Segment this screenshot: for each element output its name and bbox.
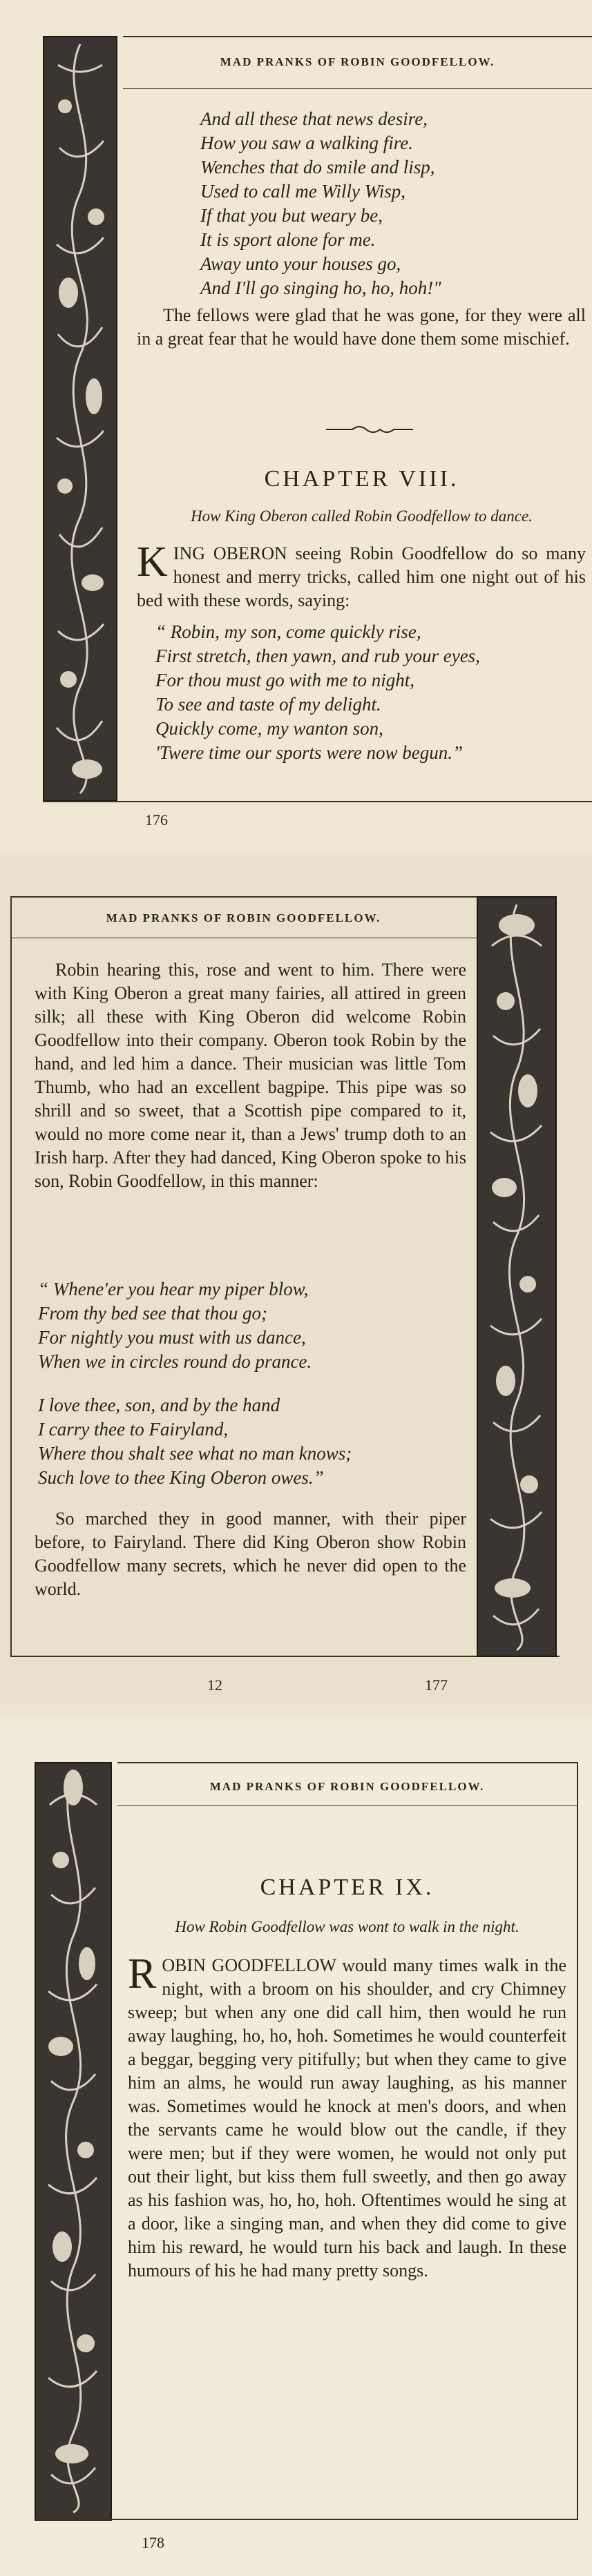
verse-line: When we in circles round do prance. bbox=[38, 1351, 312, 1372]
verse-line: If that you but weary be, bbox=[200, 205, 383, 226]
chapter-title: CHAPTER IX. bbox=[260, 1875, 435, 1900]
chapter-opening bbox=[128, 1950, 566, 2283]
rule-top bbox=[117, 1762, 577, 1763]
page-number: 176 bbox=[145, 811, 168, 829]
rule-under-head bbox=[117, 1805, 577, 1806]
running-head: MAD PRANKS OF ROBIN GOODFELLOW. bbox=[209, 1780, 485, 1793]
verse-line: “ Whene'er you hear my piper blow, bbox=[38, 1279, 309, 1299]
verse-line: How you saw a walking fire. bbox=[200, 133, 413, 153]
verse-line: “ Robin, my son, come quickly rise, bbox=[155, 621, 421, 642]
verse-stanza bbox=[38, 1277, 466, 1374]
verse-line: For nightly you must with us dance, bbox=[38, 1327, 306, 1348]
verse-line: I love thee, son, and by the hand bbox=[38, 1395, 280, 1415]
swash-ornament-icon bbox=[325, 423, 414, 436]
page-number: 178 bbox=[142, 2534, 164, 2551]
verse-line: First stretch, then yawn, and rub your eyes, bbox=[155, 646, 480, 666]
chapter-text: OBIN GOODFELLOW would many times walk in the night, with a broom on his shoulder, and cry Chimney sweep; but when any one did call him, then would he run away laughing, ho, ho, hoh. Sometimes he would counterfeit a beggar, begging very pitifully; but when they came to give him an alms, he would run away laughing, as his manner was. Sometimes would he knock at men's doors, and when the servants came he would blow out the candle, if they were men; but if they were women, he would not only put out their light, but kiss them full sweetly, and then go away as his fashion was, ho, ho, hoh. Oftentimes would he sing at a door, like a singing man, and when they did come to give him his reward, he would turn his back and laugh. In these humours of his he had many pretty songs. bbox=[128, 1955, 566, 2280]
verse-stanza bbox=[155, 620, 584, 765]
verse-line: I carry thee to Fairyland, bbox=[38, 1419, 229, 1440]
verse-line: From thy bed see that thou go; bbox=[38, 1303, 267, 1324]
chapter-opening bbox=[137, 539, 586, 612]
woodcut-border-left bbox=[43, 36, 117, 802]
paragraph: The fellows were glad that he was gone, for they were all in a great fear that he would have done them some mischief. bbox=[137, 305, 586, 349]
verse-line: And I'll go singing ho, ho, hoh!" bbox=[200, 278, 441, 298]
paragraph: Robin hearing this, rose and went to him. There were with King Oberon a great many fairies, all attired in green silk; all these with King Oberon did welcome Robin Goodfellow into their company. Oberon took Robin by the hand, and led him a dance. Their musician was little Tom Thumb, who had an excellent bagpipe. This pipe was so shrill and so sweet, that a Scottish pipe compared to it, would no more come near it, than a Jews' trump doth to an Irish harp. After they had danced, King Oberon spoke to his son, Robin Goodfellow, in this manner: bbox=[35, 960, 466, 1191]
chapter-text: ING OBERON seeing Robin Goodfellow do so many honest and merry tricks, called him one night out of his bed with these words, saying: bbox=[137, 543, 586, 610]
verse-line: Away unto your houses go, bbox=[200, 253, 401, 274]
page-number: 177 bbox=[425, 1676, 448, 1694]
woodcut-border-ornament-icon bbox=[478, 898, 555, 1656]
chapter-title: CHAPTER VIII. bbox=[264, 466, 459, 492]
woodcut-border-left bbox=[35, 1762, 112, 2521]
rule-top bbox=[123, 36, 592, 37]
verse-line: Such love to thee King Oberon owes.” bbox=[38, 1467, 324, 1488]
verse-line: Used to call me Willy Wisp, bbox=[200, 181, 405, 202]
verse-line: Where thou shalt see what no man knows; bbox=[38, 1443, 352, 1464]
rule-frame-right bbox=[577, 1762, 578, 2519]
verse-line: It is sport alone for me. bbox=[200, 229, 376, 250]
woodcut-border-ornament-icon bbox=[36, 1763, 111, 2519]
rule-under-head bbox=[123, 88, 592, 89]
drop-cap: K bbox=[137, 539, 168, 585]
verse-stanza bbox=[38, 1393, 466, 1490]
woodcut-border-ornament-icon bbox=[44, 37, 116, 800]
woodcut-border-right bbox=[477, 896, 557, 1657]
rule-frame-left bbox=[10, 896, 12, 1656]
verse-line: And all these that news desire, bbox=[200, 108, 428, 129]
drop-cap: R bbox=[128, 1950, 157, 1997]
page-176 bbox=[0, 0, 592, 846]
verse-line: For thou must go with me to night, bbox=[155, 670, 415, 690]
page-178 bbox=[0, 1719, 592, 2576]
chapter-subtitle: How Robin Goodfellow was wont to walk in the night. bbox=[175, 1918, 519, 1935]
running-head: MAD PRANKS OF ROBIN GOODFELLOW. bbox=[220, 55, 495, 68]
rule-bottom bbox=[35, 2519, 578, 2520]
verse-line: Wenches that do smile and lisp, bbox=[200, 157, 435, 177]
verse-line: To see and taste of my delight. bbox=[155, 694, 381, 715]
verse-line: 'Twere time our sports were now begun.” bbox=[155, 742, 464, 763]
verse-stanza bbox=[200, 107, 587, 300]
rule-top bbox=[10, 896, 556, 898]
chapter-subtitle: How King Oberon called Robin Goodfellow to dance. bbox=[191, 507, 533, 525]
rule-bottom bbox=[43, 801, 592, 802]
verse-line: Quickly come, my wanton son, bbox=[155, 718, 383, 739]
page-177 bbox=[0, 855, 592, 1704]
signature-mark: 12 bbox=[207, 1676, 222, 1694]
paragraph: So marched they in good manner, with their piper before, to Fairyland. There did King Oberon show Robin Goodfellow many secrets, which he never did open to the world. bbox=[35, 1509, 466, 1599]
running-head: MAD PRANKS OF ROBIN GOODFELLOW. bbox=[106, 911, 381, 924]
